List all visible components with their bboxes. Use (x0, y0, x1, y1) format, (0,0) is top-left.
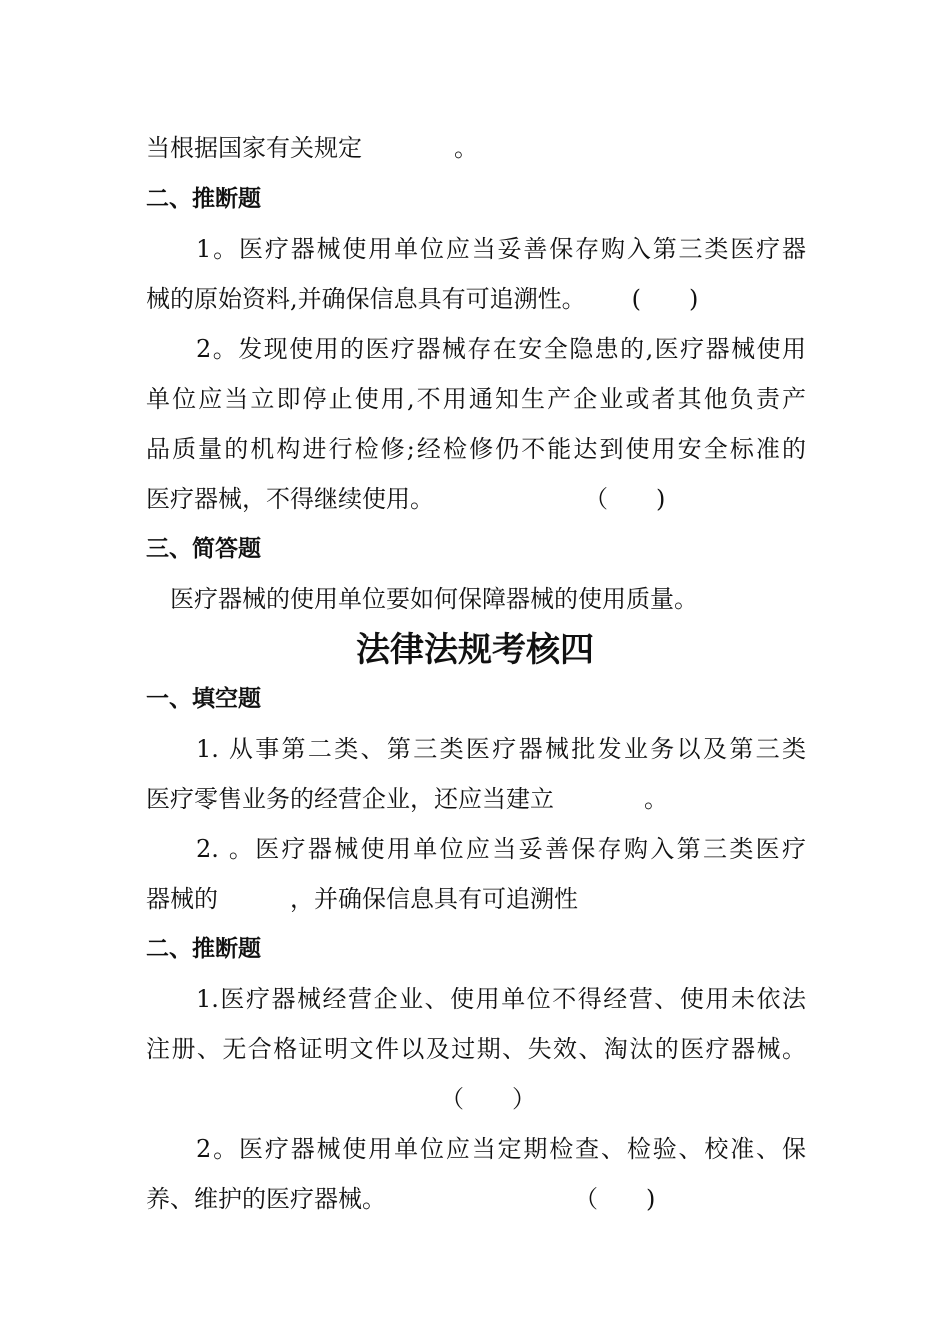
text-line (146, 783, 826, 815)
text-content: 医疗零售业务的经营企业，还应当建立 (146, 785, 554, 813)
text-line (146, 132, 826, 164)
text-content: 。 (454, 134, 478, 162)
text-content: 养、维护的医疗器械。 (146, 1185, 386, 1213)
answer-parentheses: （ ） (440, 1085, 536, 1113)
text-line: 单位应当立即停止使用,不用通知生产企业或者其他负责产 (146, 385, 806, 413)
text-line (146, 483, 826, 515)
answer-parentheses: ( ) (631, 285, 699, 313)
text-line: 注册、无合格证明文件以及过期、失效、淘汰的医疗器械。 (146, 1035, 806, 1063)
text-line (146, 283, 826, 315)
text-content: ，并确保信息具有可追溯性 (290, 885, 578, 913)
text-line: 品质量的机构进行检修;经检修仍不能达到使用安全标准的 (146, 435, 806, 463)
text-content: 当根据国家有关规定 (146, 134, 362, 162)
text-line: 1。医疗器械使用单位应当妥善保存购入第三类医疗器 (196, 235, 806, 263)
text-content: 械的原始资料,并确保信息具有可追溯性。 (146, 285, 586, 313)
text-line (146, 883, 826, 915)
section-heading: 三、简答题 (146, 536, 261, 562)
answer-parentheses: （ ) (584, 485, 666, 513)
text-line: 2。医疗器械使用单位应当定期检查、检验、校准、保 (196, 1135, 806, 1163)
section-heading: 一、填空题 (146, 686, 261, 712)
answer-parentheses: （ ) (574, 1185, 656, 1213)
text-line: 2. 。医疗器械使用单位应当妥善保存购入第三类医疗 (196, 835, 806, 863)
text-content: 医疗器械，不得继续使用。 (146, 485, 434, 513)
text-content: 器械的 (146, 885, 218, 913)
page-title: 法律法规考核四 (356, 630, 594, 670)
text-line: 医疗器械的使用单位要如何保障器械的使用质量。 (170, 585, 698, 613)
text-content: 。 (644, 785, 668, 813)
section-heading: 二、推断题 (146, 936, 261, 962)
text-line: 2。发现使用的医疗器械存在安全隐患的,医疗器械使用 (196, 335, 806, 363)
text-line: 1. 从事第二类、第三类医疗器械批发业务以及第三类 (196, 735, 806, 763)
text-line: 1.医疗器械经营企业、使用单位不得经营、使用未依法 (196, 985, 806, 1013)
section-heading: 二、推断题 (146, 186, 261, 212)
text-line (146, 1183, 826, 1215)
